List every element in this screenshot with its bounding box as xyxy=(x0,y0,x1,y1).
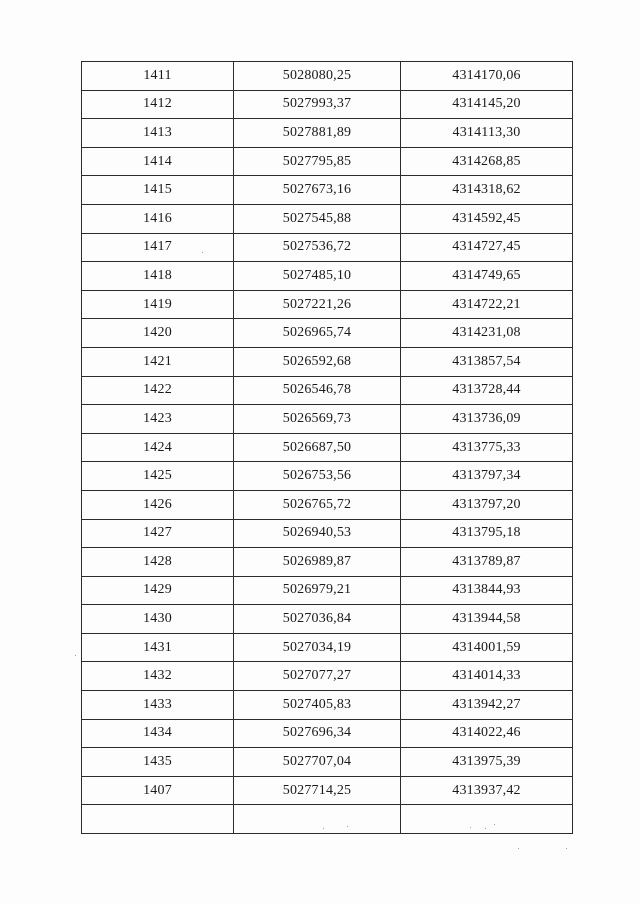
coordinates-table xyxy=(81,61,573,834)
point-number-cell: 1432 xyxy=(82,662,234,691)
point-number-cell: 1429 xyxy=(82,576,234,605)
x-coordinate-cell: 5026546,78 xyxy=(234,376,401,405)
y-coordinate-cell: 4313942,27 xyxy=(401,691,573,720)
y-coordinate-cell: 4314727,45 xyxy=(401,233,573,262)
y-coordinate-cell: 4313795,18 xyxy=(401,519,573,548)
empty-cell xyxy=(401,805,573,834)
table-row xyxy=(82,662,573,691)
y-coordinate-cell: 4314722,21 xyxy=(401,290,573,319)
table-row xyxy=(82,605,573,634)
x-coordinate-cell: 5027034,19 xyxy=(234,633,401,662)
table-row xyxy=(82,462,573,491)
table-row xyxy=(82,776,573,805)
scan-speck xyxy=(566,848,567,849)
table-row xyxy=(82,90,573,119)
y-coordinate-cell: 4313775,33 xyxy=(401,433,573,462)
scan-speck xyxy=(494,824,495,825)
point-number-cell: 1412 xyxy=(82,90,234,119)
point-number-cell: 1435 xyxy=(82,748,234,777)
y-coordinate-cell: 4314268,85 xyxy=(401,147,573,176)
point-number-cell: 1407 xyxy=(82,776,234,805)
coordinates-table-body xyxy=(82,62,573,834)
table-row xyxy=(82,376,573,405)
x-coordinate-cell: 5027536,72 xyxy=(234,233,401,262)
scan-speck xyxy=(202,252,203,253)
scan-speck xyxy=(75,655,76,656)
table-row xyxy=(82,290,573,319)
point-number-cell: 1415 xyxy=(82,176,234,205)
point-number-cell: 1426 xyxy=(82,490,234,519)
x-coordinate-cell: 5027993,37 xyxy=(234,90,401,119)
point-number-cell: 1417 xyxy=(82,233,234,262)
point-number-cell: 1433 xyxy=(82,691,234,720)
scan-speck xyxy=(470,827,471,828)
table-row xyxy=(82,233,573,262)
empty-table-row xyxy=(82,805,573,834)
y-coordinate-cell: 4314749,65 xyxy=(401,262,573,291)
point-number-cell: 1430 xyxy=(82,605,234,634)
point-number-cell: 1422 xyxy=(82,376,234,405)
scan-speck xyxy=(485,828,486,829)
x-coordinate-cell: 5027696,34 xyxy=(234,719,401,748)
x-coordinate-cell: 5027077,27 xyxy=(234,662,401,691)
y-coordinate-cell: 4313797,20 xyxy=(401,490,573,519)
x-coordinate-cell: 5026765,72 xyxy=(234,490,401,519)
y-coordinate-cell: 4314014,33 xyxy=(401,662,573,691)
x-coordinate-cell: 5027405,83 xyxy=(234,691,401,720)
x-coordinate-cell: 5027795,85 xyxy=(234,147,401,176)
y-coordinate-cell: 4313736,09 xyxy=(401,405,573,434)
table-row xyxy=(82,147,573,176)
point-number-cell: 1425 xyxy=(82,462,234,491)
y-coordinate-cell: 4314001,59 xyxy=(401,633,573,662)
empty-cell xyxy=(234,805,401,834)
table-row xyxy=(82,405,573,434)
scan-speck xyxy=(518,848,519,849)
point-number-cell: 1427 xyxy=(82,519,234,548)
scan-speck xyxy=(323,828,324,829)
y-coordinate-cell: 4314231,08 xyxy=(401,319,573,348)
y-coordinate-cell: 4313844,93 xyxy=(401,576,573,605)
x-coordinate-cell: 5026965,74 xyxy=(234,319,401,348)
point-number-cell: 1421 xyxy=(82,347,234,376)
table-row xyxy=(82,748,573,777)
table-row xyxy=(82,633,573,662)
x-coordinate-cell: 5027714,25 xyxy=(234,776,401,805)
x-coordinate-cell: 5026753,56 xyxy=(234,462,401,491)
y-coordinate-cell: 4313789,87 xyxy=(401,548,573,577)
point-number-cell: 1420 xyxy=(82,319,234,348)
point-number-cell: 1419 xyxy=(82,290,234,319)
table-row xyxy=(82,119,573,148)
x-coordinate-cell: 5026569,73 xyxy=(234,405,401,434)
point-number-cell: 1423 xyxy=(82,405,234,434)
y-coordinate-cell: 4313937,42 xyxy=(401,776,573,805)
x-coordinate-cell: 5027545,88 xyxy=(234,204,401,233)
x-coordinate-cell: 5027707,04 xyxy=(234,748,401,777)
y-coordinate-cell: 4313797,34 xyxy=(401,462,573,491)
y-coordinate-cell: 4314145,20 xyxy=(401,90,573,119)
point-number-cell: 1418 xyxy=(82,262,234,291)
table-row xyxy=(82,490,573,519)
x-coordinate-cell: 5027485,10 xyxy=(234,262,401,291)
point-number-cell: 1424 xyxy=(82,433,234,462)
x-coordinate-cell: 5026979,21 xyxy=(234,576,401,605)
x-coordinate-cell: 5026989,87 xyxy=(234,548,401,577)
y-coordinate-cell: 4313728,44 xyxy=(401,376,573,405)
x-coordinate-cell: 5026940,53 xyxy=(234,519,401,548)
y-coordinate-cell: 4313944,58 xyxy=(401,605,573,634)
point-number-cell: 1414 xyxy=(82,147,234,176)
empty-cell xyxy=(82,805,234,834)
table-row xyxy=(82,548,573,577)
point-number-cell: 1413 xyxy=(82,119,234,148)
table-row xyxy=(82,62,573,91)
x-coordinate-cell: 5027221,26 xyxy=(234,290,401,319)
x-coordinate-cell: 5026687,50 xyxy=(234,433,401,462)
table-row xyxy=(82,319,573,348)
point-number-cell: 1431 xyxy=(82,633,234,662)
table-row xyxy=(82,433,573,462)
y-coordinate-cell: 4314592,45 xyxy=(401,204,573,233)
x-coordinate-cell: 5027881,89 xyxy=(234,119,401,148)
point-number-cell: 1416 xyxy=(82,204,234,233)
point-number-cell: 1434 xyxy=(82,719,234,748)
x-coordinate-cell: 5026592,68 xyxy=(234,347,401,376)
table-row xyxy=(82,176,573,205)
x-coordinate-cell: 5027036,84 xyxy=(234,605,401,634)
table-row xyxy=(82,347,573,376)
point-number-cell: 1428 xyxy=(82,548,234,577)
y-coordinate-cell: 4314113,30 xyxy=(401,119,573,148)
y-coordinate-cell: 4313975,39 xyxy=(401,748,573,777)
y-coordinate-cell: 4313857,54 xyxy=(401,347,573,376)
y-coordinate-cell: 4314318,62 xyxy=(401,176,573,205)
table-row xyxy=(82,691,573,720)
table-row xyxy=(82,262,573,291)
x-coordinate-cell: 5027673,16 xyxy=(234,176,401,205)
table-row xyxy=(82,576,573,605)
y-coordinate-cell: 4314022,46 xyxy=(401,719,573,748)
point-number-cell: 1411 xyxy=(82,62,234,91)
table-row xyxy=(82,719,573,748)
table-row xyxy=(82,204,573,233)
scan-speck xyxy=(347,826,348,827)
table-row xyxy=(82,519,573,548)
y-coordinate-cell: 4314170,06 xyxy=(401,62,573,91)
x-coordinate-cell: 5028080,25 xyxy=(234,62,401,91)
